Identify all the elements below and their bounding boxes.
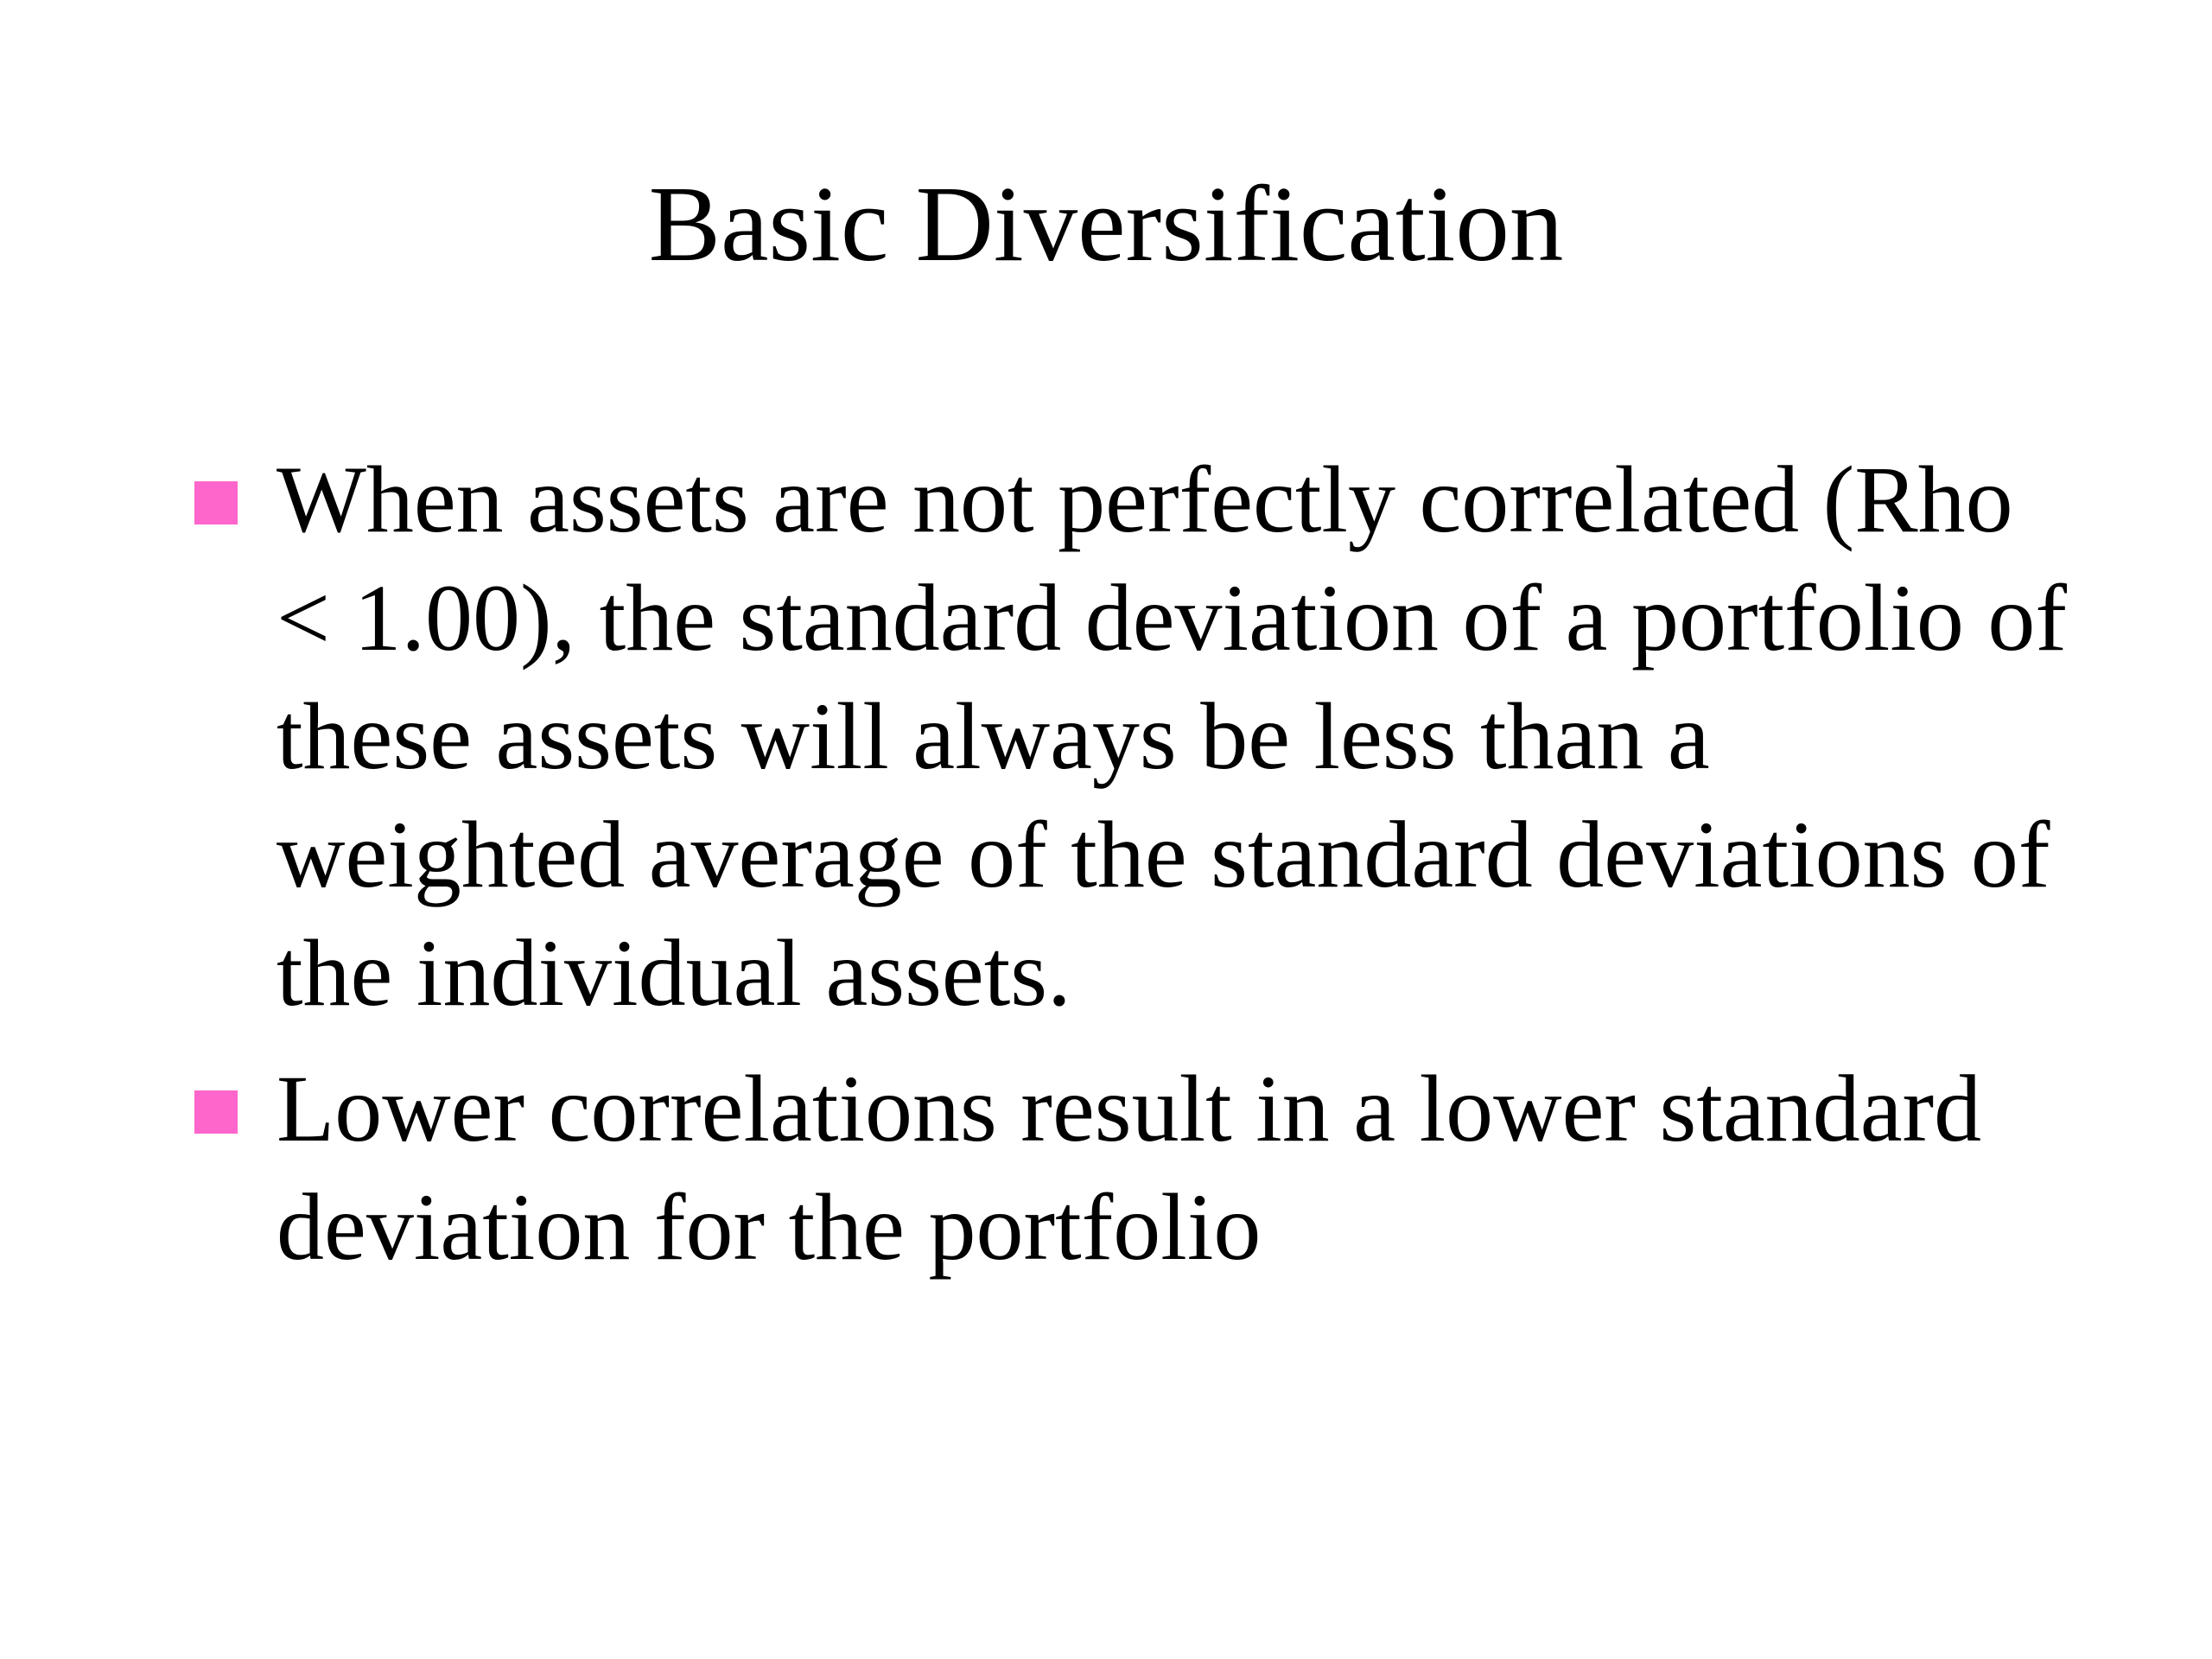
slide-title: Basic Diversification	[648, 165, 1564, 284]
bullet-item	[194, 441, 2078, 1033]
square-bullet-icon	[194, 481, 238, 524]
square-bullet-icon	[194, 1090, 238, 1134]
bullet-list	[194, 441, 2078, 1304]
bullet-item	[194, 1050, 2078, 1287]
bullet-text: Lower correlations result in a lower standard deviation for the portfolio	[276, 1056, 1982, 1280]
bullet-text: When assets are not perfectly correlated (Rho < 1.00), the standard deviation of a portfolio of these assets will always be less than a weighted average of the standard deviations of the individual assets.	[276, 447, 2068, 1026]
